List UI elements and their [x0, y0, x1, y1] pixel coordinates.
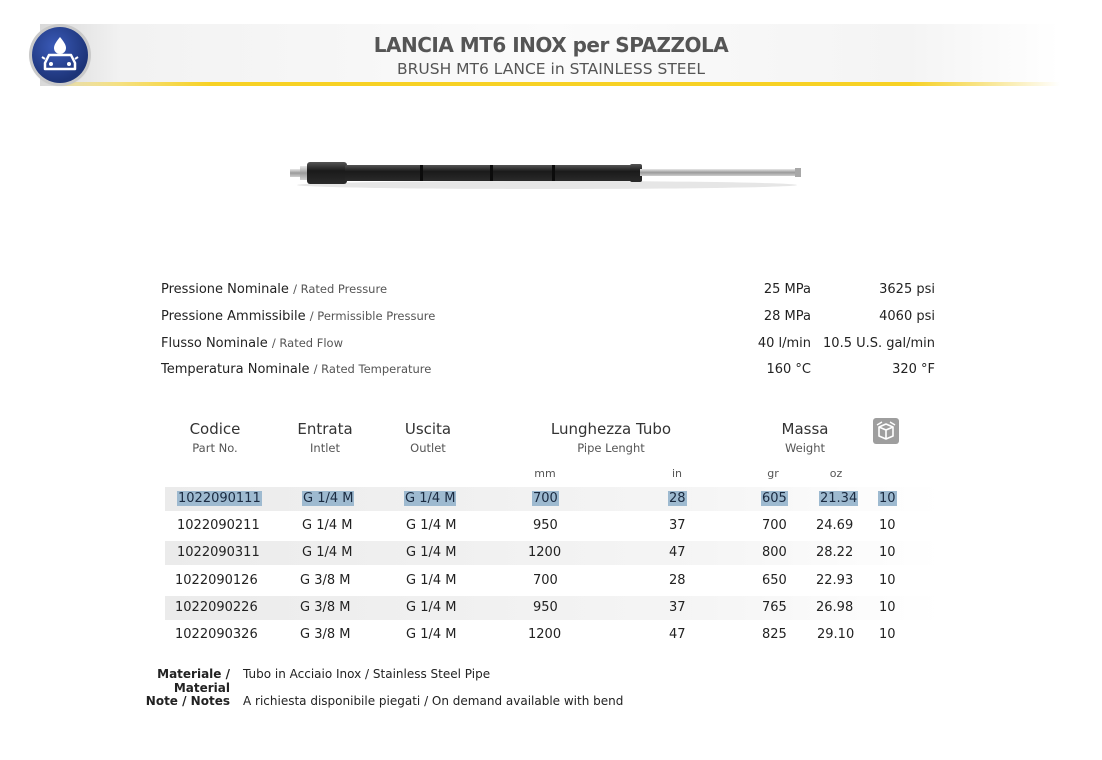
cell-outlet: G 1/4 M: [405, 491, 456, 506]
spec-value-metric: 28 MPa: [763, 309, 811, 324]
spec-value-metric: 160 °C: [766, 362, 811, 377]
cell-part-no: 1022090226: [175, 600, 258, 615]
cell-inlet: G 3/8 M: [300, 573, 351, 588]
lance-product-image: [290, 155, 805, 191]
cell-weight-gr: 800: [762, 545, 787, 560]
cell-outlet: G 1/4 M: [406, 545, 457, 560]
unit-mm: mm: [534, 467, 556, 480]
material-label: Materiale / Material: [157, 667, 230, 695]
cell-weight-gr: 700: [762, 518, 787, 533]
header-outlet-en: Outlet: [410, 441, 446, 455]
header-inlet-en: Intlet: [310, 441, 340, 455]
table-row[interactable]: [165, 623, 940, 647]
spec-label: Flusso Nominale / Rated Flow: [161, 336, 343, 351]
header-weight-en: Weight: [784, 441, 826, 455]
spec-row-rated-flow: [161, 336, 941, 358]
table-row[interactable]: [165, 596, 940, 620]
header-part-no: Codice: [189, 420, 241, 438]
page-title: LANCIA MT6 INOX per SPAZZOLA: [373, 33, 729, 57]
cell-length-in: 47: [669, 545, 686, 560]
cell-package-qty: 10: [879, 600, 896, 615]
cell-weight-oz: 28.22: [816, 545, 854, 560]
spec-value-metric: 25 MPa: [763, 282, 811, 297]
cell-inlet: G 1/4 M: [303, 491, 354, 506]
notes-value: A richiesta disponibile piegati / On demand available with bend: [243, 694, 624, 708]
cell-length-mm: 700: [533, 573, 558, 588]
cell-weight-oz: 29.10: [817, 627, 855, 642]
cell-part-no: 1022090326: [175, 627, 258, 642]
cell-weight-gr: 605: [762, 491, 787, 506]
cell-package-qty: 10: [879, 518, 896, 533]
cell-part-no: 1022090311: [177, 545, 260, 560]
cell-length-mm: 950: [533, 518, 558, 533]
cell-length-mm: 700: [533, 491, 558, 506]
box-icon: [873, 418, 899, 444]
unit-in: in: [671, 467, 683, 480]
spec-value-imperial: 320 °F: [892, 362, 935, 377]
spec-value-imperial: 3625 psi: [879, 282, 935, 297]
cell-inlet: G 1/4 M: [302, 518, 353, 533]
unit-oz: oz: [829, 467, 843, 480]
spec-row-rated-temperature: [161, 362, 941, 384]
cell-weight-oz: 24.69: [816, 518, 854, 533]
cell-length-in: 37: [669, 600, 686, 615]
cell-part-no: 1022090111: [178, 491, 261, 506]
header-outlet: Uscita: [404, 420, 452, 438]
spec-value-metric: 40 l/min: [757, 336, 811, 351]
cell-part-no: 1022090126: [175, 573, 258, 588]
cell-length-in: 28: [669, 573, 686, 588]
table-row[interactable]: [165, 541, 940, 565]
cell-package-qty: 10: [879, 545, 896, 560]
table-row[interactable]: [165, 487, 940, 511]
cell-weight-gr: 825: [762, 627, 787, 642]
cell-length-mm: 950: [533, 600, 558, 615]
header-part-no-en: Part No.: [192, 441, 238, 455]
cell-length-in: 47: [669, 627, 686, 642]
header-pipe-length-en: Pipe Lenght: [577, 441, 645, 455]
cell-inlet: G 3/8 M: [300, 600, 351, 615]
spec-label: Temperatura Nominale / Rated Temperature: [161, 362, 432, 377]
cell-length-mm: 1200: [528, 545, 562, 560]
cell-length-in: 37: [669, 518, 686, 533]
table-row[interactable]: [165, 514, 940, 538]
cell-weight-oz: 26.98: [816, 600, 854, 615]
notes-label: Note / Notes: [145, 694, 230, 708]
cell-outlet: G 1/4 M: [406, 518, 457, 533]
cell-inlet: G 1/4 M: [302, 545, 353, 560]
material-value: Tubo in Acciaio Inox / Stainless Steel Pipe: [243, 667, 491, 681]
cell-outlet: G 1/4 M: [406, 573, 457, 588]
cell-length-in: 28: [669, 491, 686, 506]
cell-part-no: 1022090211: [177, 518, 260, 533]
spec-label: Pressione Ammissibile / Permissible Pressure: [161, 309, 436, 324]
header-pipe-length: Lunghezza Tubo: [550, 420, 672, 438]
spec-value-imperial: 10.5 U.S. gal/min: [823, 336, 935, 351]
unit-gr: gr: [767, 467, 779, 480]
spec-row-rated-pressure: [161, 282, 941, 304]
cell-outlet: G 1/4 M: [406, 627, 457, 642]
spec-value-imperial: 4060 psi: [879, 309, 935, 324]
cell-weight-gr: 650: [762, 573, 787, 588]
cell-outlet: G 1/4 M: [406, 600, 457, 615]
cell-package-qty: 10: [879, 491, 896, 506]
cell-weight-oz: 21.34: [820, 491, 858, 506]
cell-package-qty: 10: [879, 627, 896, 642]
header-inlet: Entrata: [297, 420, 353, 438]
page-subtitle: BRUSH MT6 LANCE in STAINLESS STEEL: [396, 60, 706, 78]
cell-inlet: G 3/8 M: [300, 627, 351, 642]
header-weight: Massa: [781, 420, 829, 438]
cell-weight-gr: 765: [762, 600, 787, 615]
cell-weight-oz: 22.93: [816, 573, 854, 588]
cell-length-mm: 1200: [528, 627, 562, 642]
spec-label: Pressione Nominale / Rated Pressure: [161, 282, 388, 297]
spec-row-permissible-pressure: [161, 309, 941, 331]
table-row[interactable]: [165, 569, 940, 593]
cell-package-qty: 10: [879, 573, 896, 588]
